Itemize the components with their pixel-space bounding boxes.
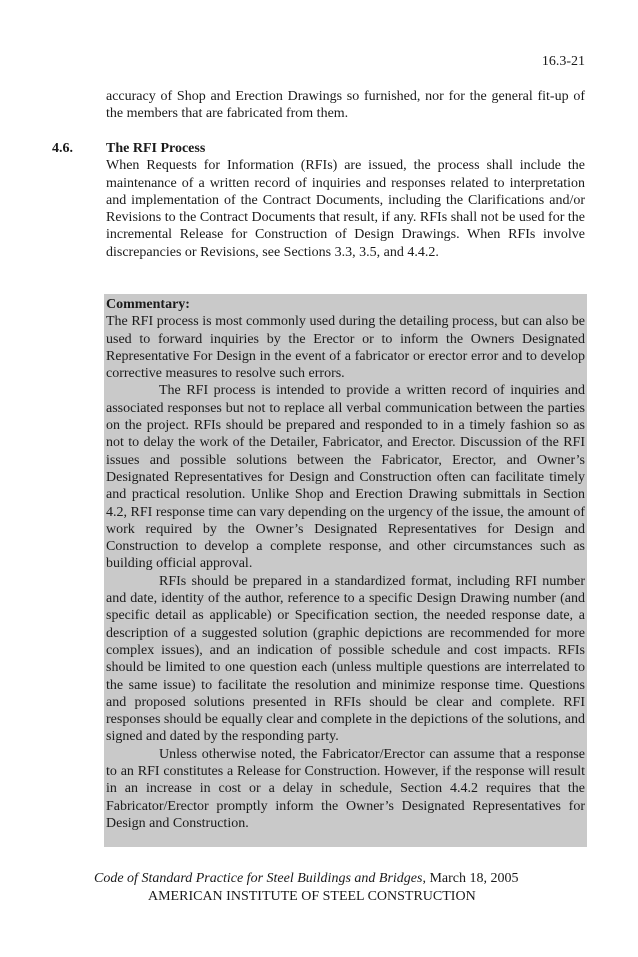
page-footer <box>0 870 638 905</box>
commentary-paragraph: The RFI process is intended to provide a written record of inquiries and associated responses but not to replace all verbal communication between the parties on the project. RFIs should be prepared and responded to in a timely fashion so as not to delay the work of the Detailer, Fabricator, and Erector. Discussion of the RFI issues and possible solutions between the Fabricator, Erector, and Owner’s Designated Representatives for Design and Construction often can facilitate timely and practical resolution. Unlike Shop and Erection Drawing submittals in Section 4.2, RFI response time can vary depending on the urgency of the issue, the amount of work required by the Owner’s Designated Representatives for Design and Construction to develop a complete response, and other circumstances such as building official approval. <box>106 383 585 572</box>
section-text: When Requests for Information (RFIs) are issued, the process shall include the maintenance of a written record of inquiries and responses related to interpretation and implementation of the Contract Documents, including the Clarifications and/or Revisions to the Contract Documents that result, if any. RFIs shall not be used for the incremental Release for Construction of Design Drawings. When RFIs involve discrepancies or Revisions, see Sections 3.3, 3.5, and 4.4.2. <box>106 158 585 260</box>
continuation-paragraph: accuracy of Shop and Erection Drawings so furnished, nor for the general fit-up of the members that are fabricated from them. <box>106 89 585 122</box>
footer-date: , March 18, 2005 <box>422 871 519 886</box>
commentary-box <box>104 294 587 847</box>
commentary-heading: Commentary: <box>106 297 190 312</box>
commentary-paragraph: Unless otherwise noted, the Fabricator/Erector can assume that a response to an RFI constitutes a Release for Construction. However, if the response will result in an increase in cost or a delay in schedule, Section 4.4.2 requires that the Fabricator/Erector promptly inform the Owner’s Designated Representatives for Design and Construction. <box>106 746 585 831</box>
section-number: 4.6. <box>52 141 73 156</box>
page-number: 16.3-21 <box>541 54 585 69</box>
footer-document-title: Code of Standard Practice for Steel Buildings and Bridges <box>94 871 423 886</box>
commentary-paragraph: The RFI process is most commonly used during the detailing process, but can also be used to forward inquiries by the Erector or to inform the Owners Designated Representative For Design in the event of a fabricator or erector error and to develop corrective measures to resolve such errors. <box>106 314 585 382</box>
section-title: The RFI Process <box>106 141 206 156</box>
footer-citation <box>0 870 638 888</box>
footer-organization: AMERICAN INSTITUTE OF STEEL CONSTRUCTION <box>148 888 476 904</box>
section-body <box>106 140 585 261</box>
commentary-paragraph: RFIs should be prepared in a standardized format, including RFI number and date, identity of the author, reference to a specific Design Drawing number (and specific detail as applicable) or Specification section, the needed response date, a description of a suggested solution (graphic depictions are recommended for more complex issues), and an indication of possible schedule and cost impacts. RFIs should be limited to one question each (unless multiple questions are interrelated to the same issue) to facilitate the resolution and minimize response time. Questions and proposed solutions presented in RFIs should be clear and complete. RFI responses should be equally clear and complete in the depictions of the solutions, and signed and dated by the responding party. <box>106 573 585 745</box>
